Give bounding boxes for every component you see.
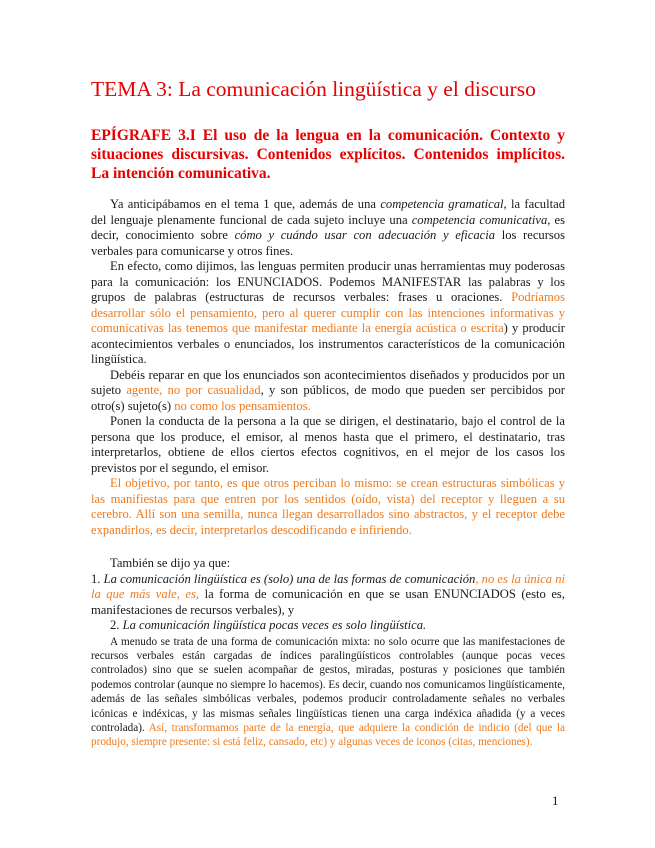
highlighted-text: agente, no por casualidad bbox=[126, 383, 261, 397]
paragraph-small: A menudo se trata de una forma de comunicación mixta: no solo ocurre que las manifestaciones de recursos verbales están cargadas de índices paralingüísticos controlables (aunque pocas veces controlados) sino que se suelen acompañar de gestos, miradas, posturas y posiciones que también podemos controlar (aunque no siempre lo hacemos). Es decir, cuando nos comunicamos lingüísticamente, además de las señales simbólicas verbales, podemos producir controladamente señales no verbales icónicas e indéxicas, y las mismas señales lingüísticas tienen una carga indéxica añadida (y a veces controlada). Así, transformamos parte de la energía, que adquiere la condición de indicio (del que la produjo, siempre presente: si está feliz, cansado, etc) y algunas veces de iconos (citas, menciones). bbox=[91, 635, 566, 749]
page-title: TEMA 3: La comunicación lingüística y el discurso bbox=[91, 77, 536, 101]
paragraph: Ponen la conducta de la persona a la que se dirigen, el destinatario, bajo el control de la persona que los produce, el emisor, al menos hasta que el primero, el destinatario, tras interpretarlos, obtiene de ellos ciertos efectos cognitivos, en el mejor de los casos los previstos por el segundo, el emisor. bbox=[91, 414, 565, 475]
paragraph: Debéis reparar en que los enunciados son acontecimientos diseñados y producidos por un sujeto agente, no por casualidad, y son públicos, de modo que pueden ser percibidos por otro(s) sujeto(s) no como los pensamientos. bbox=[91, 367, 565, 413]
section-heading: EPÍGRAFE 3.I El uso de la lengua en la comunicación. Contexto y situaciones discursivas. Contenidos explícitos. Contenidos implícitos. La intención comunicativa. bbox=[91, 127, 565, 182]
body-text-upper bbox=[91, 197, 565, 538]
list-item: 2. La comunicación lingüística pocas veces es solo lingüística. bbox=[110, 618, 427, 632]
paragraph: Ya anticipábamos en el tema 1 que, además de una competencia gramatical, la facultad del lenguaje plenamente funcional de cada sujeto incluye una competencia comunicativa, es decir, conocimiento sobre cómo y cuándo usar con adecuación y eficacia los recursos verbales para comunicarse y otros fines. bbox=[91, 197, 565, 258]
list-item: 1. La comunicación lingüística es (solo) una de las formas de comunicación, no es la única ni la que más vale, es, la forma de comunicación en que se usan ENUNCIADOS (esto es, manifestaciones de recursos verbales), y bbox=[91, 571, 566, 617]
highlighted-text: Podríamos desarrollar sólo el pensamiento, pero al querer cumplir con las intenciones informativas y comunicativas las tenemos que manifestar mediante la energía acústica o escrita bbox=[91, 290, 565, 335]
page-number: 1 bbox=[552, 793, 559, 808]
paragraph: En efecto, como dijimos, las lenguas permiten producir unas herramientas muy poderosas para la comunicación: los ENUNCIADOS. Podemos MANIFESTAR las palabras y los grupos de palabras (estructuras de recursos verbales: frases u oraciones. Podríamos desarrollar sólo el pensamiento, pero al querer cumplir con las intenciones informativas y comunicativas las tenemos que manifestar mediante la energía acústica o escrita) y producir acontecimientos verbales o enunciados, los instrumentos característicos de la comunicación lingüística. bbox=[91, 259, 565, 366]
paragraph: También se dijo ya que: bbox=[110, 556, 231, 570]
highlighted-text: Así, transformamos parte de la energía, que adquiere la condición de indicio (del que la produjo, siempre presente: si está feliz, cansado, etc) y algunas veces de iconos (citas, menciones). bbox=[91, 721, 566, 749]
highlighted-text: , no es la única ni la que más vale, es, bbox=[91, 571, 566, 601]
highlighted-text: no como los pensamientos. bbox=[174, 398, 311, 413]
highlighted-paragraph: El objetivo, por tanto, es que otros perciban lo mismo: se crean estructuras simbólicas y las manifiestas para que entren por los sentidos (oído, vista) del receptor y lleguen a su cerebro. Allí son una semilla, nunca llegan desarrollados sino abstractos, y el receptor debe expandirlos, es decir, interpretarlos descodificando e infiriendo. bbox=[91, 476, 565, 537]
body-text-lower bbox=[91, 556, 565, 750]
